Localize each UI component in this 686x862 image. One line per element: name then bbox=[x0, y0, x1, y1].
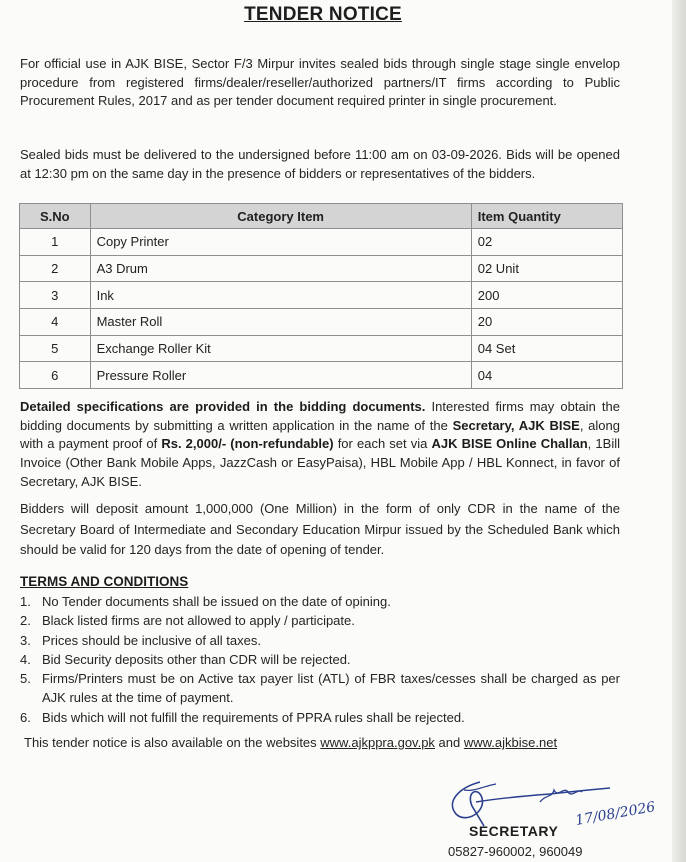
term-text: Firms/Printers must be on Active tax payer list (ATL) of FBR taxes/cesses shall be charged as per AJK rules at the time of payment. bbox=[42, 671, 620, 706]
list-item bbox=[20, 650, 620, 669]
specifications-note: Detailed specifications are provided in the bidding documents. bbox=[20, 399, 426, 414]
scan-edge bbox=[672, 0, 686, 862]
term-text: Black listed firms are not allowed to apply / participate. bbox=[42, 613, 355, 629]
row-category: Pressure Roller bbox=[90, 362, 471, 389]
table-row bbox=[20, 362, 623, 389]
row-category: Exchange Roller Kit bbox=[90, 335, 471, 362]
term-number: 2. bbox=[20, 613, 31, 629]
row-sno: 2 bbox=[20, 255, 91, 282]
table-row bbox=[20, 229, 623, 256]
ajkppra-link[interactable]: www.ajkppra.gov.pk bbox=[320, 735, 435, 750]
row-quantity: 02 Unit bbox=[471, 255, 622, 282]
website-prefix: This tender notice is also available on the websites bbox=[24, 735, 321, 750]
table-row bbox=[20, 335, 623, 362]
paragraph-text: Interested firms may obtain the bidding documents by submitting a written application in the name of the bbox=[20, 399, 620, 433]
term-number: 6. bbox=[20, 709, 31, 725]
row-sno: 1 bbox=[20, 229, 91, 256]
signature-stroke bbox=[464, 784, 496, 790]
header-sno: S.No bbox=[20, 204, 91, 229]
row-category: Master Roll bbox=[90, 309, 471, 336]
row-quantity: 20 bbox=[471, 309, 622, 336]
bid-security-paragraph: Bidders will deposit amount 1,000,000 (One Million) in the form of only CDR in the name of the Secretary Board of Intermediate and Secondary Education Mirpur issued by the Scheduled Bank which should be valid for 120 days from the date of opening of tender. bbox=[20, 501, 620, 557]
website-notice bbox=[24, 735, 624, 750]
term-text: Prices should be inclusive of all taxes. bbox=[42, 632, 261, 648]
secretary-name: Secretary, AJK BISE bbox=[452, 417, 580, 433]
term-number: 4. bbox=[20, 651, 31, 667]
row-quantity: 200 bbox=[471, 282, 622, 309]
secretary-title: SECRETARY bbox=[469, 823, 559, 839]
term-text: Bids which will not fulfill the requirements of PPRA rules shall be rejected. bbox=[42, 709, 465, 725]
table-row bbox=[20, 282, 623, 309]
paragraph-text: , 1Bill Invoice (Other Bank Mobile Apps, JazzCash or EasyPaisa), HBL Mobile App / HBL Konnect, in favor of Secretary, AJK BISE. bbox=[20, 436, 620, 489]
list-item bbox=[20, 631, 620, 650]
row-sno: 4 bbox=[20, 309, 91, 336]
paragraph-text: , along with a payment proof of bbox=[20, 417, 620, 452]
term-text: Bid Security deposits other than CDR will be rejected. bbox=[42, 651, 351, 667]
items-table bbox=[19, 203, 623, 389]
table-row bbox=[20, 309, 623, 336]
list-item bbox=[20, 592, 620, 611]
ajkbise-link[interactable]: www.ajkbise.net bbox=[463, 735, 558, 750]
page-title: TENDER NOTICE bbox=[244, 4, 402, 25]
term-number: 3. bbox=[20, 632, 31, 648]
row-sno: 6 bbox=[20, 362, 91, 389]
list-item bbox=[20, 669, 620, 708]
row-category: A3 Drum bbox=[90, 255, 471, 282]
intro-paragraph: For official use in AJK BISE, Sector F/3 Mirpur invites sealed bids through single stage single envelop procedure from registered firms/dealer/reseller/authorized partners/IT firms according to Public Procurement Rules, 2017 and as per tender document required printer in single procurement. bbox=[20, 56, 620, 108]
terms-list bbox=[20, 592, 620, 727]
row-quantity: 04 bbox=[471, 362, 622, 389]
term-number: 5. bbox=[20, 671, 31, 687]
header-category: Category Item bbox=[90, 204, 471, 229]
bidding-documents-paragraph bbox=[20, 398, 620, 492]
row-sno: 3 bbox=[20, 282, 91, 309]
table-header-row bbox=[20, 204, 623, 229]
row-sno: 5 bbox=[20, 335, 91, 362]
terms-heading: TERMS AND CONDITIONS bbox=[20, 574, 189, 589]
list-item bbox=[20, 708, 620, 727]
paragraph-text: for each set via bbox=[333, 436, 432, 452]
row-category: Copy Printer bbox=[90, 229, 471, 256]
table-row bbox=[20, 255, 623, 282]
signature-stroke bbox=[476, 788, 610, 802]
signature-stroke bbox=[540, 790, 582, 802]
bid-delivery-paragraph: Sealed bids must be delivered to the undersigned before 11:00 am on 03-09-2026. Bids will be opened at 12:30 pm on the same day in the presence of bidders or representatives of the bidders. bbox=[20, 147, 620, 181]
term-number: 1. bbox=[20, 594, 31, 609]
term-text: No Tender documents shall be issued on the date of opining. bbox=[42, 594, 391, 609]
list-item bbox=[20, 611, 620, 630]
challan-name: AJK BISE Online Challan bbox=[431, 436, 588, 452]
handwritten-date: 17/08/2026 bbox=[574, 799, 657, 829]
row-quantity: 04 Set bbox=[471, 335, 622, 362]
row-category: Ink bbox=[90, 282, 471, 309]
fee-amount: Rs. 2,000/- (non-refundable) bbox=[161, 436, 334, 452]
website-and: and bbox=[434, 735, 464, 750]
phone-numbers: 05827-960002, 960049 bbox=[448, 844, 583, 859]
header-quantity: Item Quantity bbox=[471, 204, 622, 229]
row-quantity: 02 bbox=[471, 229, 622, 256]
